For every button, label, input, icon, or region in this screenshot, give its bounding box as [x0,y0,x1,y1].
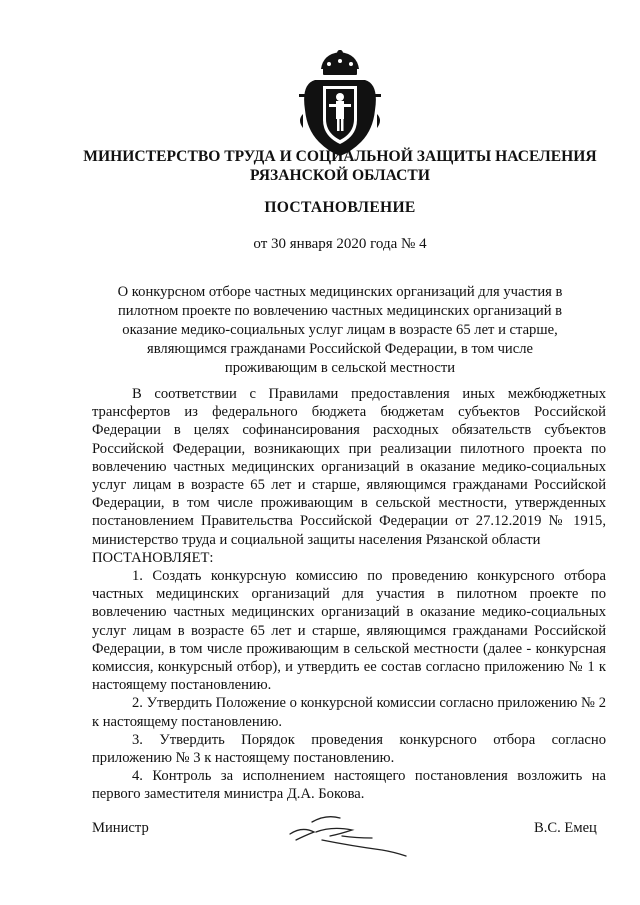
handwritten-signature-icon [282,806,412,866]
subject-line: оказание медико-социальных услуг лицам в возрасте 65 лет и старше, [122,322,558,338]
document-date-number: от 30 января 2020 года № 4 [253,236,427,252]
preamble-paragraph: В соответствии с Правилами предоставления иных межбюджетных трансфертов из федерального бюджета бюджетам субъектов Российской Федерации в целях софинансирования расходных обязательств субъектов Российской Федерации, возникающих при реализации пилотного проекта по вовлечению частных медицинских организаций в оказание медико-социальных услуг лицам в возрасте 65 лет и старше, являющимся гражданами Российской Федерации, в том числе проживающим в сельской местности, утвержденных постановлением Правительства Российской Федерации от 27.12.2019 № 1915, министерство труда и социальной защиты населения Рязанской области [92,386,606,548]
document-body [92,385,606,804]
decree-word: ПОСТАНОВЛЯЕТ: [92,549,214,566]
body-item: 3. Утвердить Порядок проведения конкурсного отбора согласно приложению № 3 к настоящему постановлению. [92,731,606,767]
body-item: 4. Контроль за исполнением настоящего постановления возложить на первого заместителя министра Д.А. Бокова. [92,768,606,803]
document-subject [92,283,588,378]
ministry-name-line1: МИНИСТЕРСТВО ТРУДА И СОЦИАЛЬНОЙ ЗАЩИТЫ НАСЕЛЕНИЯ [83,148,597,165]
ministry-name [40,147,640,185]
signer-title: Министр [92,820,149,836]
body-item: 2. Утвердить Положение о конкурсной комиссии согласно приложению № 2 к настоящему постановлению. [92,695,606,730]
signer-name: В.С. Емец [534,820,597,836]
subject-line: проживающим в сельской местности [224,360,456,376]
document-type: ПОСТАНОВЛЕНИЕ [264,199,416,216]
coat-of-arms-icon [297,50,383,158]
ministry-name-line2: РЯЗАНСКОЙ ОБЛАСТИ [250,167,430,184]
body-item: 1. Создать конкурсную комиссию по проведению конкурсного отбора частных медицинских организаций для участия в пилотном проекте по вовлечению частных медицинских организаций в оказание медико-социальных услуг лицам в возрасте 65 лет и старше, являющимся гражданами Российской Федерации, в том числе проживающим в сельской местности (далее - конкурсная комиссия, конкурсный отбор), и утвердить ее состав согласно приложению № 1 к настоящему постановлению. [92,568,606,694]
subject-line: являющимся гражданами Российской Федерации, в том числе [147,341,533,357]
subject-line: пилотном проекте по вовлечению частных медицинских организаций в [117,303,563,319]
subject-line: О конкурсном отборе частных медицинских организаций для участия в [117,284,563,300]
